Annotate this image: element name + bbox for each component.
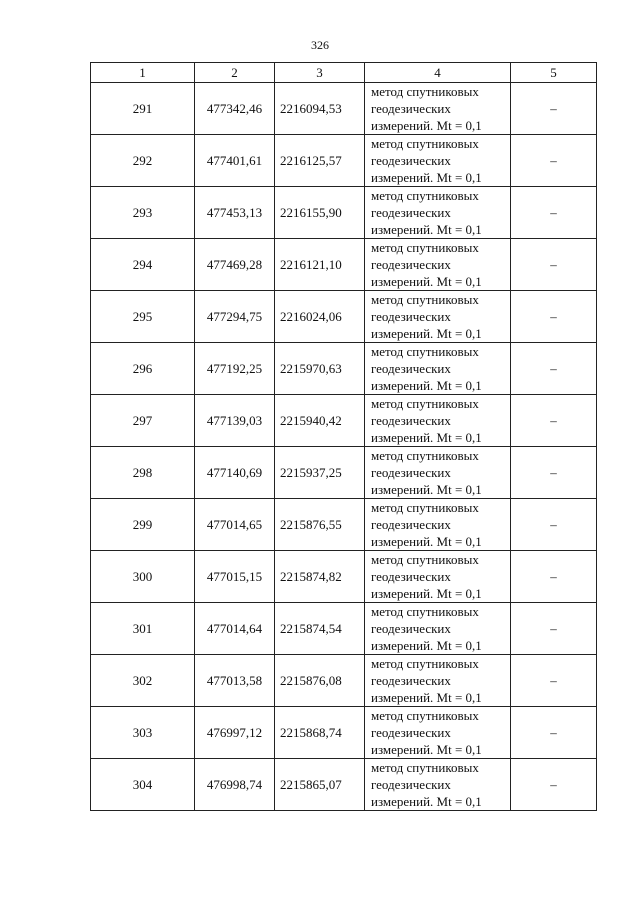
table-row: [91, 135, 597, 187]
y-coordinate-cell: 2215937,25: [275, 447, 365, 499]
method-cell: [365, 291, 511, 343]
note-cell: –: [511, 551, 597, 603]
method-cell: [365, 135, 511, 187]
method-line: метод спутниковых: [371, 448, 479, 463]
method-line: геодезических: [371, 621, 451, 636]
point-number-cell: 303: [91, 707, 195, 759]
y-coordinate-cell: 2215868,74: [275, 707, 365, 759]
y-coordinate-cell: 2215874,54: [275, 603, 365, 655]
note-cell: –: [511, 707, 597, 759]
y-coordinate-cell: 2215876,55: [275, 499, 365, 551]
point-number-cell: 302: [91, 655, 195, 707]
method-line: геодезических: [371, 777, 451, 792]
method-line: метод спутниковых: [371, 188, 479, 203]
x-coordinate-cell: 477401,61: [195, 135, 275, 187]
note-cell: –: [511, 187, 597, 239]
method-line: измерений. Mt = 0,1: [371, 118, 482, 133]
note-cell: –: [511, 759, 597, 811]
header-col-5: 5: [511, 63, 597, 83]
table-row: [91, 291, 597, 343]
method-line: измерений. Mt = 0,1: [371, 586, 482, 601]
point-number-cell: 301: [91, 603, 195, 655]
method-line: геодезических: [371, 465, 451, 480]
point-number-cell: 292: [91, 135, 195, 187]
table-row: [91, 447, 597, 499]
point-number-cell: 294: [91, 239, 195, 291]
method-cell: [365, 759, 511, 811]
point-number-cell: 291: [91, 83, 195, 135]
method-line: измерений. Mt = 0,1: [371, 794, 482, 809]
x-coordinate-cell: 477294,75: [195, 291, 275, 343]
point-number-cell: 295: [91, 291, 195, 343]
x-coordinate-cell: 477139,03: [195, 395, 275, 447]
method-cell: [365, 447, 511, 499]
table-row: [91, 499, 597, 551]
method-cell: [365, 83, 511, 135]
header-col-3: 3: [275, 63, 365, 83]
point-number-cell: 297: [91, 395, 195, 447]
method-line: геодезических: [371, 309, 451, 324]
table-body: [91, 83, 597, 811]
table-row: [91, 187, 597, 239]
header-col-2: 2: [195, 63, 275, 83]
table-row: [91, 239, 597, 291]
point-number-cell: 300: [91, 551, 195, 603]
method-line: метод спутниковых: [371, 344, 479, 359]
method-line: измерений. Mt = 0,1: [371, 534, 482, 549]
note-cell: –: [511, 655, 597, 707]
x-coordinate-cell: 477342,46: [195, 83, 275, 135]
header-col-4: 4: [365, 63, 511, 83]
x-coordinate-cell: 477013,58: [195, 655, 275, 707]
method-line: геодезических: [371, 725, 451, 740]
x-coordinate-cell: 477469,28: [195, 239, 275, 291]
method-line: метод спутниковых: [371, 656, 479, 671]
method-line: метод спутниковых: [371, 552, 479, 567]
method-line: метод спутниковых: [371, 604, 479, 619]
point-number-cell: 304: [91, 759, 195, 811]
point-number-cell: 293: [91, 187, 195, 239]
note-cell: –: [511, 135, 597, 187]
method-line: геодезических: [371, 517, 451, 532]
point-number-cell: 296: [91, 343, 195, 395]
note-cell: –: [511, 291, 597, 343]
y-coordinate-cell: 2215970,63: [275, 343, 365, 395]
method-line: метод спутниковых: [371, 292, 479, 307]
y-coordinate-cell: 2216121,10: [275, 239, 365, 291]
point-number-cell: 298: [91, 447, 195, 499]
table-row: [91, 707, 597, 759]
page-number: 326: [311, 38, 329, 52]
header-row: [91, 63, 597, 83]
y-coordinate-cell: 2216155,90: [275, 187, 365, 239]
method-cell: [365, 603, 511, 655]
note-cell: –: [511, 499, 597, 551]
coordinates-table: [90, 62, 597, 811]
method-line: геодезических: [371, 673, 451, 688]
method-line: геодезических: [371, 413, 451, 428]
method-cell: [365, 239, 511, 291]
method-line: геодезических: [371, 205, 451, 220]
method-cell: [365, 343, 511, 395]
table-header: [91, 63, 597, 83]
x-coordinate-cell: 477015,15: [195, 551, 275, 603]
method-line: геодезических: [371, 101, 451, 116]
method-cell: [365, 707, 511, 759]
y-coordinate-cell: 2215874,82: [275, 551, 365, 603]
method-line: геодезических: [371, 257, 451, 272]
x-coordinate-cell: 477140,69: [195, 447, 275, 499]
note-cell: –: [511, 239, 597, 291]
method-cell: [365, 499, 511, 551]
method-line: измерений. Mt = 0,1: [371, 274, 482, 289]
header-col-1: 1: [91, 63, 195, 83]
y-coordinate-cell: 2215865,07: [275, 759, 365, 811]
method-line: метод спутниковых: [371, 240, 479, 255]
table-row: [91, 655, 597, 707]
method-line: геодезических: [371, 569, 451, 584]
method-line: метод спутниковых: [371, 500, 479, 515]
method-line: геодезических: [371, 361, 451, 376]
method-line: метод спутниковых: [371, 760, 479, 775]
note-cell: –: [511, 603, 597, 655]
x-coordinate-cell: 477014,65: [195, 499, 275, 551]
method-line: метод спутниковых: [371, 136, 479, 151]
method-line: измерений. Mt = 0,1: [371, 170, 482, 185]
x-coordinate-cell: 476998,74: [195, 759, 275, 811]
note-cell: –: [511, 83, 597, 135]
method-line: измерений. Mt = 0,1: [371, 326, 482, 341]
note-cell: –: [511, 343, 597, 395]
method-line: измерений. Mt = 0,1: [371, 430, 482, 445]
point-number-cell: 299: [91, 499, 195, 551]
note-cell: –: [511, 395, 597, 447]
y-coordinate-cell: 2215876,08: [275, 655, 365, 707]
table-row: [91, 395, 597, 447]
x-coordinate-cell: 477014,64: [195, 603, 275, 655]
method-line: метод спутниковых: [371, 396, 479, 411]
y-coordinate-cell: 2215940,42: [275, 395, 365, 447]
x-coordinate-cell: 476997,12: [195, 707, 275, 759]
note-cell: –: [511, 447, 597, 499]
method-line: измерений. Mt = 0,1: [371, 378, 482, 393]
x-coordinate-cell: 477192,25: [195, 343, 275, 395]
table-row: [91, 83, 597, 135]
table-row: [91, 551, 597, 603]
method-cell: [365, 551, 511, 603]
method-line: измерений. Mt = 0,1: [371, 482, 482, 497]
method-line: метод спутниковых: [371, 708, 479, 723]
method-line: измерений. Mt = 0,1: [371, 222, 482, 237]
method-line: геодезических: [371, 153, 451, 168]
table-row: [91, 759, 597, 811]
y-coordinate-cell: 2216094,53: [275, 83, 365, 135]
method-line: метод спутниковых: [371, 84, 479, 99]
method-cell: [365, 187, 511, 239]
method-line: измерений. Mt = 0,1: [371, 690, 482, 705]
y-coordinate-cell: 2216125,57: [275, 135, 365, 187]
x-coordinate-cell: 477453,13: [195, 187, 275, 239]
table-row: [91, 343, 597, 395]
method-cell: [365, 655, 511, 707]
y-coordinate-cell: 2216024,06: [275, 291, 365, 343]
method-cell: [365, 395, 511, 447]
table-row: [91, 603, 597, 655]
method-line: измерений. Mt = 0,1: [371, 742, 482, 757]
method-line: измерений. Mt = 0,1: [371, 638, 482, 653]
